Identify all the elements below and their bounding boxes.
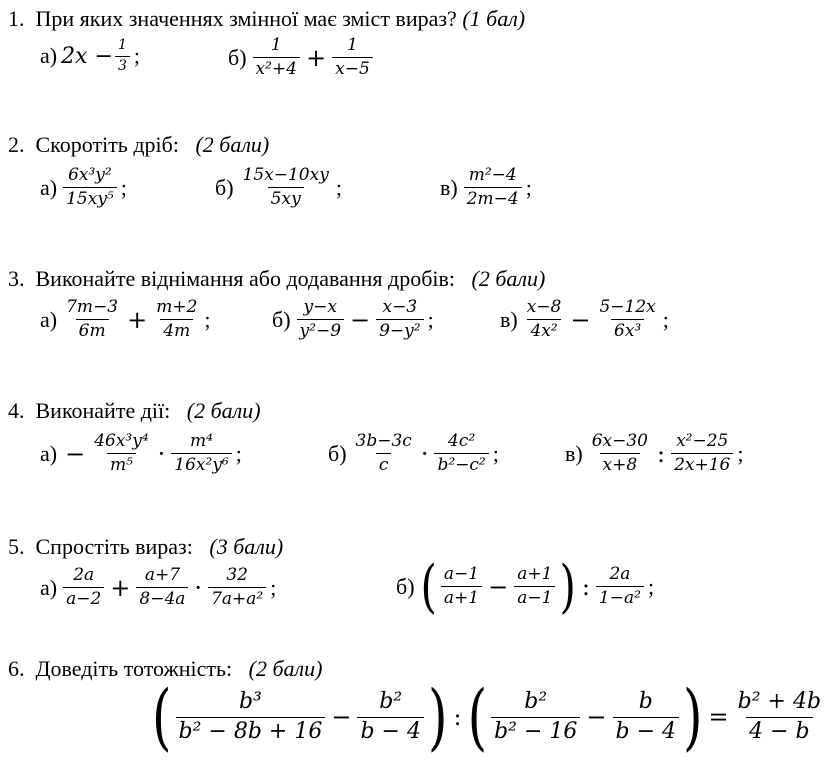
numerator: x²−25	[676, 431, 729, 451]
numerator: 1	[117, 37, 127, 53]
operator: −	[331, 703, 352, 731]
fraction	[434, 432, 488, 475]
denominator: b² − 8b + 16	[176, 717, 326, 745]
semicolon: ;	[647, 573, 655, 599]
operator: ·	[420, 439, 429, 468]
left-paren: (	[152, 674, 172, 760]
denominator: 6x³	[611, 319, 644, 341]
operator: +	[306, 43, 327, 72]
operator: :	[453, 703, 462, 731]
fraction	[514, 565, 555, 608]
operator: +	[110, 573, 131, 602]
fraction	[63, 566, 104, 609]
task-3-item-a	[40, 298, 211, 341]
denominator: 4x²	[527, 319, 560, 341]
expression: 2x −	[61, 43, 113, 69]
numerator: x−8	[526, 297, 562, 317]
task-6-identity	[150, 674, 826, 760]
task-title: Скоротіть дріб:	[35, 132, 179, 157]
fraction	[332, 36, 373, 79]
equals-sign: =	[708, 703, 729, 731]
fraction	[208, 566, 266, 609]
numerator: 6x³y²	[68, 165, 112, 185]
denominator: b² − 16	[491, 717, 580, 745]
task-number: 1.	[8, 6, 25, 31]
operator: −	[570, 305, 591, 334]
numerator: 1	[347, 35, 358, 55]
numerator: 5−12x	[599, 297, 656, 317]
numerator: 1	[270, 35, 282, 55]
task-2-item-a	[40, 166, 127, 209]
semicolon: ;	[235, 440, 242, 466]
denominator: b − 4	[357, 717, 424, 745]
denominator: 9−y²	[376, 319, 423, 341]
fraction	[464, 166, 522, 209]
fraction	[253, 36, 300, 79]
task-3-item-b	[272, 298, 434, 341]
task-number: 4.	[8, 398, 25, 423]
semicolon: ;	[427, 306, 434, 332]
semicolon: ;	[525, 174, 532, 200]
numerator: b²	[524, 688, 548, 714]
denominator: y²−9	[297, 319, 344, 341]
task-points: (3 бали)	[209, 534, 284, 559]
numerator: 46x³y⁴	[94, 431, 149, 451]
denominator: 4m	[160, 319, 193, 341]
numerator: m+2	[156, 297, 198, 317]
task-4-item-a	[40, 432, 242, 475]
fraction	[596, 298, 658, 341]
item-label: а)	[40, 574, 58, 600]
denominator: 16x²y⁶	[171, 453, 231, 475]
item-label: в)	[565, 440, 583, 466]
denominator: 1−a²	[596, 586, 644, 608]
fraction	[153, 298, 200, 341]
task-3-item-c	[500, 298, 669, 341]
fraction	[613, 690, 680, 744]
item-label: б)	[396, 573, 415, 599]
item-label: а)	[40, 306, 58, 332]
operator: :	[657, 439, 666, 468]
denominator: 2m−4	[464, 187, 522, 209]
fraction	[353, 432, 415, 475]
semicolon: ;	[204, 306, 211, 332]
numerator: b	[638, 688, 653, 714]
task-4-heading	[8, 398, 261, 424]
task-points: (2 бали)	[471, 266, 546, 291]
numerator: b³	[238, 688, 262, 714]
numerator: 4c²	[448, 431, 476, 451]
semicolon: ;	[133, 43, 140, 69]
task-3-heading	[8, 266, 545, 292]
fraction	[240, 166, 332, 209]
numerator: b² + 4b	[737, 688, 822, 714]
task-points: (2 бали)	[195, 132, 270, 157]
item-label: а)	[40, 43, 58, 69]
task-title: При яких значеннях змінної має зміст вираз?	[35, 6, 457, 31]
task-points: (2 бали)	[248, 656, 323, 681]
denominator: 3	[115, 56, 130, 75]
item-label: б)	[328, 440, 347, 466]
semicolon: ;	[120, 174, 127, 200]
operator: ·	[194, 573, 203, 602]
denominator: 6m	[76, 319, 109, 341]
fraction	[171, 432, 231, 475]
right-paren: )	[427, 674, 448, 760]
fraction	[297, 298, 344, 341]
denominator: x²+4	[253, 57, 300, 79]
denominator: 5xy	[268, 187, 304, 209]
task-4-item-c	[565, 432, 744, 475]
fraction	[441, 565, 482, 608]
numerator: 32	[226, 565, 248, 585]
fraction	[357, 690, 424, 744]
denominator: a−1	[514, 586, 555, 608]
semicolon: ;	[662, 306, 669, 332]
task-2-heading	[8, 132, 269, 158]
denominator: 2x+16	[671, 453, 733, 475]
left-paren: (	[467, 674, 488, 760]
fraction	[115, 38, 130, 74]
denominator: x+8	[600, 453, 641, 475]
fraction	[524, 298, 565, 341]
item-label: а)	[40, 174, 58, 200]
numerator: y−x	[303, 297, 337, 317]
numerator: m⁴	[190, 431, 213, 451]
numerator: 3b−3c	[355, 431, 412, 451]
denominator: c	[376, 453, 392, 475]
numerator: 2a	[609, 563, 631, 584]
item-label: а)	[40, 440, 58, 466]
numerator: x−3	[382, 297, 418, 317]
task-title: Спростіть вираз:	[35, 534, 193, 559]
task-2-item-b	[215, 166, 342, 209]
numerator: m²−4	[468, 165, 517, 185]
denominator: 15xy⁵	[63, 187, 117, 209]
numerator: 6x−30	[591, 431, 648, 451]
task-2-item-c	[440, 166, 532, 209]
denominator: a+1	[441, 586, 482, 608]
task-1-item-a	[40, 38, 140, 74]
task-1-item-b	[228, 36, 375, 79]
numerator: 7m−3	[66, 297, 119, 317]
fraction	[491, 690, 580, 744]
denominator: m⁵	[107, 453, 136, 475]
task-title: Доведіть тотожність:	[35, 656, 233, 681]
task-5-heading	[8, 534, 283, 560]
item-label: в)	[440, 174, 458, 200]
task-title: Виконайте віднімання або додавання дробів:	[35, 266, 455, 291]
semicolon: ;	[737, 440, 744, 466]
task-points: (1 бал)	[462, 6, 526, 31]
denominator: b − 4	[613, 717, 680, 745]
right-paren: )	[559, 553, 576, 620]
denominator: x−5	[332, 57, 373, 79]
numerator: 2a	[73, 565, 95, 585]
task-number: 2.	[8, 132, 25, 157]
task-4-item-b	[328, 432, 499, 475]
denominator: 7a+a²	[208, 587, 266, 609]
fraction	[91, 432, 151, 475]
denominator: 8−4a	[136, 587, 188, 609]
right-paren: )	[683, 674, 703, 760]
semicolon: ;	[270, 574, 277, 600]
denominator: a−2	[63, 587, 104, 609]
denominator: b²−c²	[434, 453, 488, 475]
fraction	[63, 298, 121, 341]
fraction	[136, 566, 188, 609]
sign: −	[65, 439, 86, 468]
operator: −	[488, 572, 509, 601]
task-number: 3.	[8, 266, 25, 291]
operator: ·	[157, 439, 166, 468]
fraction	[176, 690, 326, 744]
task-number: 6.	[8, 656, 25, 681]
operator: +	[127, 305, 148, 334]
item-label: б)	[228, 44, 247, 70]
denominator: 4 − b	[746, 717, 813, 745]
fraction	[596, 565, 644, 608]
numerator: a+1	[517, 563, 553, 584]
numerator: b²	[379, 688, 403, 714]
operator: −	[586, 703, 607, 731]
left-paren: (	[420, 553, 437, 620]
fraction	[376, 298, 423, 341]
numerator: a+7	[144, 565, 181, 585]
item-label: б)	[215, 174, 234, 200]
task-title: Виконайте дії:	[35, 398, 171, 423]
task-points: (2 бали)	[186, 398, 261, 423]
item-label: в)	[500, 306, 518, 332]
semicolon: ;	[335, 174, 342, 200]
item-label: б)	[272, 306, 291, 332]
operator: :	[581, 572, 590, 601]
task-5-item-b	[396, 553, 655, 620]
fraction	[589, 432, 651, 475]
numerator: a−1	[443, 563, 480, 584]
numerator: 15x−10xy	[242, 165, 329, 185]
task-5-item-a	[40, 566, 276, 609]
semicolon: ;	[492, 440, 499, 466]
fraction	[671, 432, 733, 475]
task-number: 5.	[8, 534, 25, 559]
operator: −	[350, 305, 371, 334]
task-1-heading	[8, 6, 525, 32]
fraction	[63, 166, 117, 209]
fraction	[735, 690, 824, 744]
